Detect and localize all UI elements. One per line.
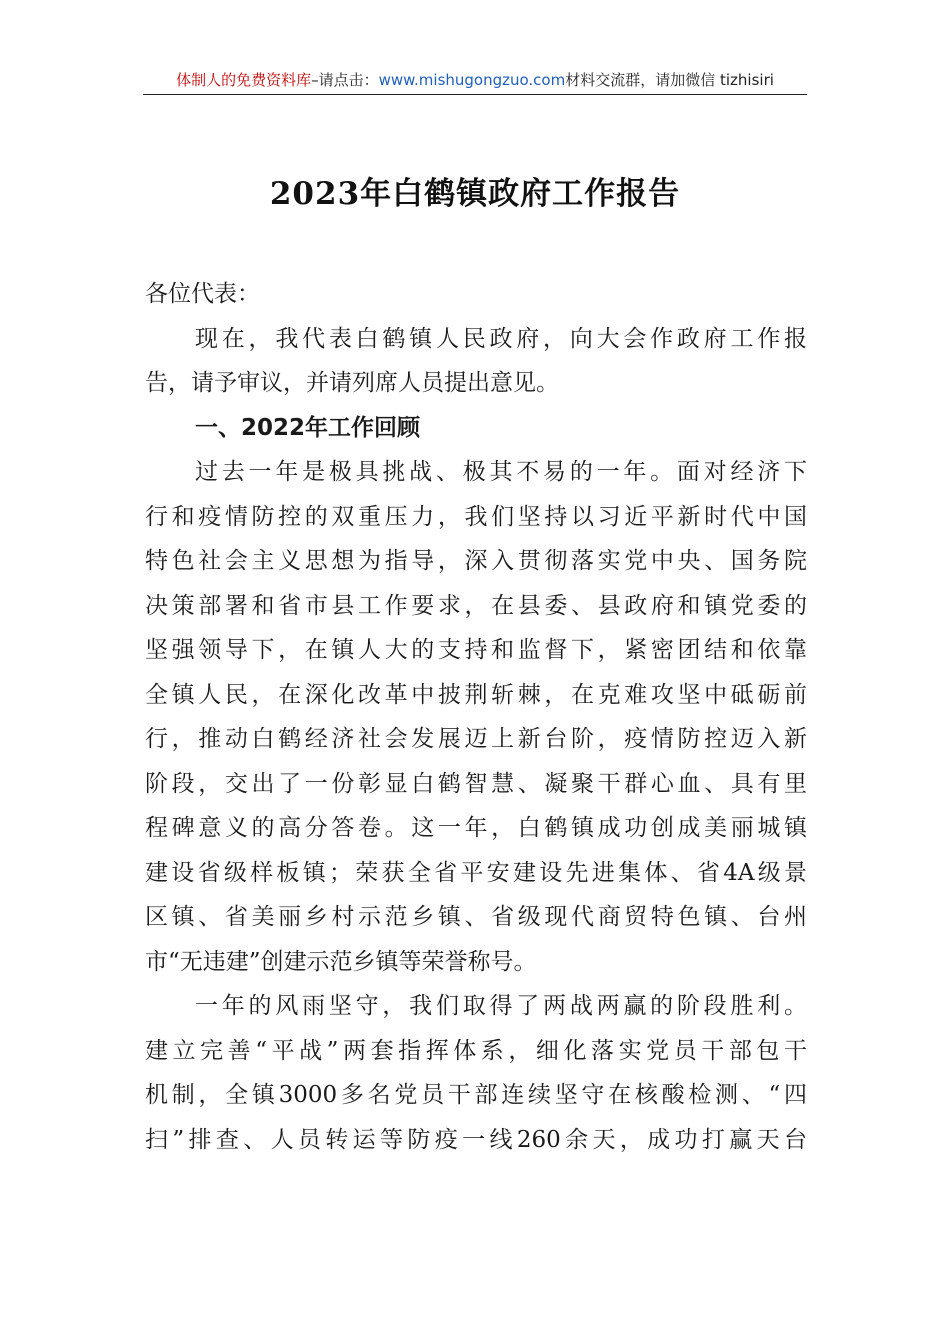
paragraph-line: 机制，全镇3000多名党员干部连续坚守在核酸检测、“四 (145, 1082, 807, 1108)
paragraph-line: 特色社会主义思想为指导，深入贯彻落实党中央、国务院 (145, 548, 807, 574)
section-heading: 一、2022年工作回顾 (195, 414, 421, 441)
intro-line: 现在，我代表白鹤镇人民政府，向大会作政府工作报 (195, 325, 807, 352)
paragraph-line: 过去一年是极具挑战、极其不易的一年。面对经济下 (195, 459, 807, 485)
paragraph-line: 全镇人民，在深化改革中披荆斩棘，在克难攻坚中砥砺前 (145, 681, 807, 708)
paragraph-line: 一年的风雨坚守，我们取得了两战两赢的阶段胜利。 (195, 993, 807, 1019)
header-contact: 材料交流群，请加微信 tizhisiri (565, 71, 774, 89)
header-prompt: –请点击： (311, 71, 379, 89)
header-url-link[interactable]: www.mishugongzuo.com (378, 71, 566, 89)
paragraph-line: 行和疫情防控的双重压力，我们坚持以习近平新时代中国 (145, 503, 807, 530)
salutation: 各位代表： (145, 281, 260, 307)
document-title: 2023年白鹤镇政府工作报告 (269, 176, 681, 212)
paragraph-line: 程碑意义的高分答卷。这一年，白鹤镇成功创成美丽城镇 (145, 815, 807, 841)
paragraph-line: 市“无违建”创建示范乡镇等荣誉称号。 (145, 948, 537, 975)
paragraph-line: 决策部署和省市县工作要求，在县委、县政府和镇党委的 (145, 592, 807, 619)
intro-line: 告，请予审议，并请列席人员提出意见。 (145, 370, 559, 396)
paragraph-line: 建设省级样板镇；荣获全省平安建设先进集体、省4A级景 (145, 859, 807, 886)
paragraph-line: 扫”排查、人员转运等防疫一线260余天，成功打赢天台 (145, 1126, 807, 1153)
header-banner (143, 66, 807, 95)
header-brand: 体制人的免费资料库 (176, 71, 312, 89)
paragraph-line: 行，推动白鹤经济社会发展迈上新台阶，疫情防控迈入新 (145, 726, 807, 752)
paragraph-line: 建立完善“平战”两套指挥体系，细化落实党员干部包干 (145, 1037, 807, 1064)
paragraph-line: 坚强领导下，在镇人大的支持和监督下，紧密团结和依靠 (145, 637, 807, 663)
document-body (145, 272, 807, 1162)
paragraph-line: 阶段，交出了一份彰显白鹤智慧、凝聚干群心血、具有里 (145, 770, 807, 797)
paragraph-line: 区镇、省美丽乡村示范乡镇、省级现代商贸特色镇、台州 (145, 904, 807, 930)
